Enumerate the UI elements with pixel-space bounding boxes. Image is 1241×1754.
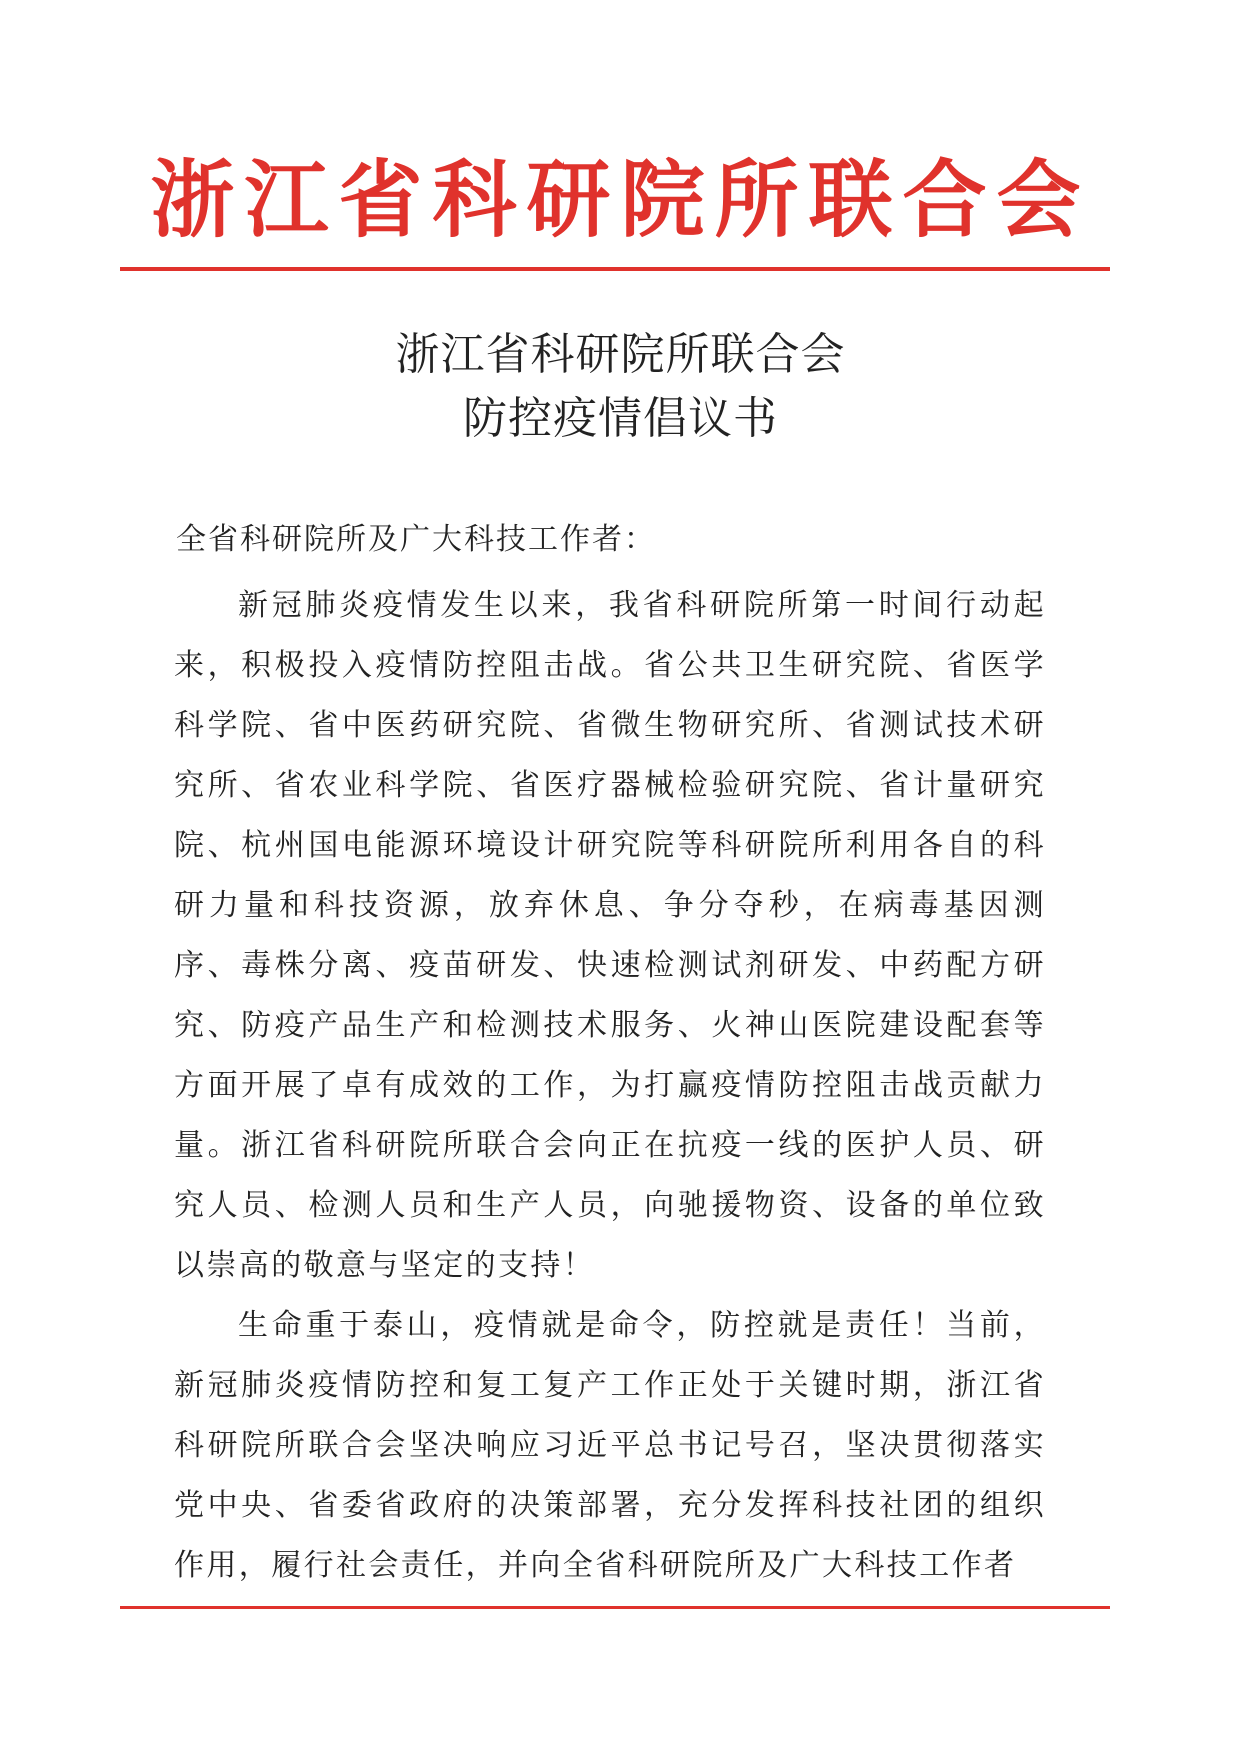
salutation: 全省科研院所及广大科技工作者： — [176, 522, 656, 557]
document-title-line2: 防控疫情倡议书 — [463, 393, 778, 444]
document-title-line1: 浙江省科研院所联合会 — [395, 329, 846, 380]
letterhead-divider — [120, 267, 1110, 271]
letterhead-org-name: 浙江省科研院所联合会 — [150, 150, 1091, 249]
footer-divider — [120, 1606, 1110, 1609]
body-paragraph-1: 新冠肺炎疫情发生以来，我省科研院所第一时间行动起来，积极投入疫情防控阻击战。省公共卫生研究院、省医学科学院、省中医药研究院、省微生物研究所、省测试技术研究所、省农业科学院、省医疗器械检验研究院、省计量研究院、杭州国电能源环境设计研究院等科研院所利用各自的科研力量和科技资源，放弃休息、争分夺秒，在病毒基因测序、毒株分离、疫苗研发、快速检测试剂研发、中药配方研究、防疫产品生产和检测技术服务、火神山医院建设配套等方面开展了卓有成效的工作，为打赢疫情防控阻击战贡献力量。浙江省科研院所联合会向正在抗疫一线的医护人员、研究人员、检测人员和生产人员，向驰援物资、设备的单位致以崇高的敬意与坚定的支持！ — [174, 588, 1046, 1283]
body-paragraph-2: 生命重于泰山，疫情就是命令，防控就是责任！当前，新冠肺炎疫情防控和复工复产工作正处于关键时期，浙江省科研院所联合会坚决响应习近平总书记号召，坚决贯彻落实党中央、省委省政府的决策部署，充分发挥科技社团的组织作用，履行社会责任，并向全省科研院所及广大科技工作者 — [174, 1308, 1046, 1583]
